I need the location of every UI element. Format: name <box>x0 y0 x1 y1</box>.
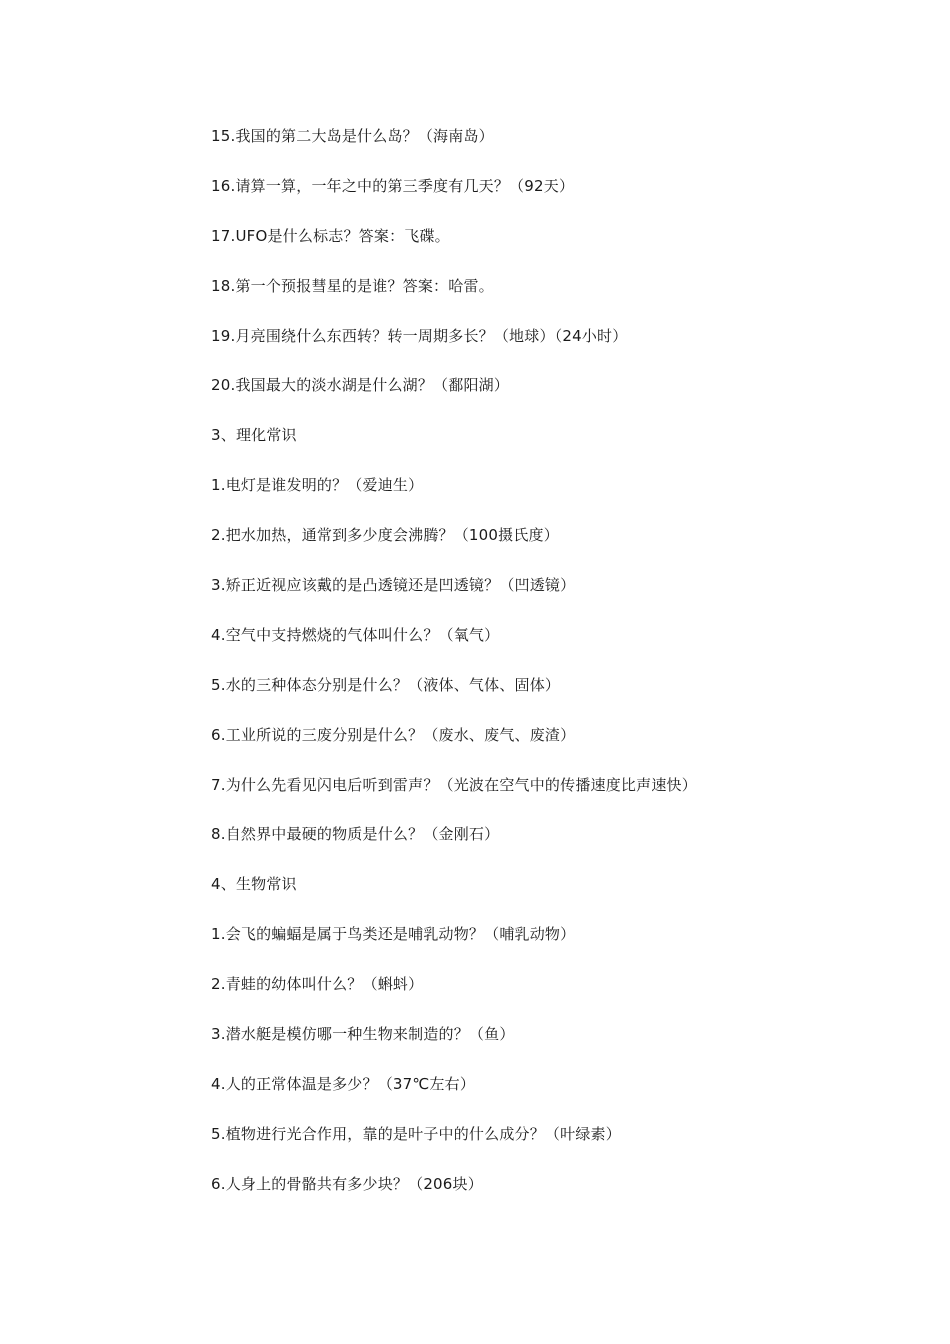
text-line: 2.青蛙的幼体叫什么？（蝌蚪） <box>211 975 424 994</box>
text-line: 2.把水加热，通常到多少度会沸腾？（100摄氏度） <box>211 526 559 545</box>
text-line: 7.为什么先看见闪电后听到雷声？（光波在空气中的传播速度比声速快） <box>211 775 697 794</box>
text-line: 8.自然界中最硬的物质是什么？（金刚石） <box>211 825 500 844</box>
text-line: 6.人身上的骨骼共有多少块？（206块） <box>211 1174 483 1193</box>
text-line: 16.请算一算，一年之中的第三季度有几天？（92天） <box>211 176 575 195</box>
text-line: 5.植物进行光合作用，靠的是叶子中的什么成分？（叶绿素） <box>211 1124 621 1143</box>
text-line: 6.工业所说的三废分别是什么？（废水、废气、废渣） <box>211 725 576 744</box>
text-line: 4.空气中支持燃烧的气体叫什么？（氧气） <box>211 625 500 644</box>
section-heading: 4、生物常识 <box>211 875 297 894</box>
text-line: 20.我国最大的淡水湖是什么湖？（鄱阳湖） <box>211 376 510 395</box>
text-line: 19.月亮围绕什么东西转？转一周期多长？（地球）（24小时） <box>211 326 628 345</box>
text-line: 1.会飞的蝙蝠是属于鸟类还是哺乳动物？（哺乳动物） <box>211 925 576 944</box>
text-line: 1.电灯是谁发明的？（爱迪生） <box>211 476 424 495</box>
text-line: 5.水的三种体态分别是什么？（液体、气体、固体） <box>211 675 561 694</box>
section-heading: 3、理化常识 <box>211 426 297 445</box>
text-line: 4.人的正常体温是多少？（37℃左右） <box>211 1074 476 1093</box>
document-body <box>211 124 891 1222</box>
text-line: 17.UFO是什么标志？答案：飞碟。 <box>211 226 450 245</box>
text-line: 3.矫正近视应该戴的是凸透镜还是凹透镜？（凹透镜） <box>211 576 576 595</box>
text-line: 18.第一个预报彗星的是谁？答案：哈雷。 <box>211 276 494 295</box>
text-line: 15.我国的第二大岛是什么岛？（海南岛） <box>211 127 494 145</box>
text-line: 3.潜水艇是模仿哪一种生物来制造的？（鱼） <box>211 1025 515 1044</box>
